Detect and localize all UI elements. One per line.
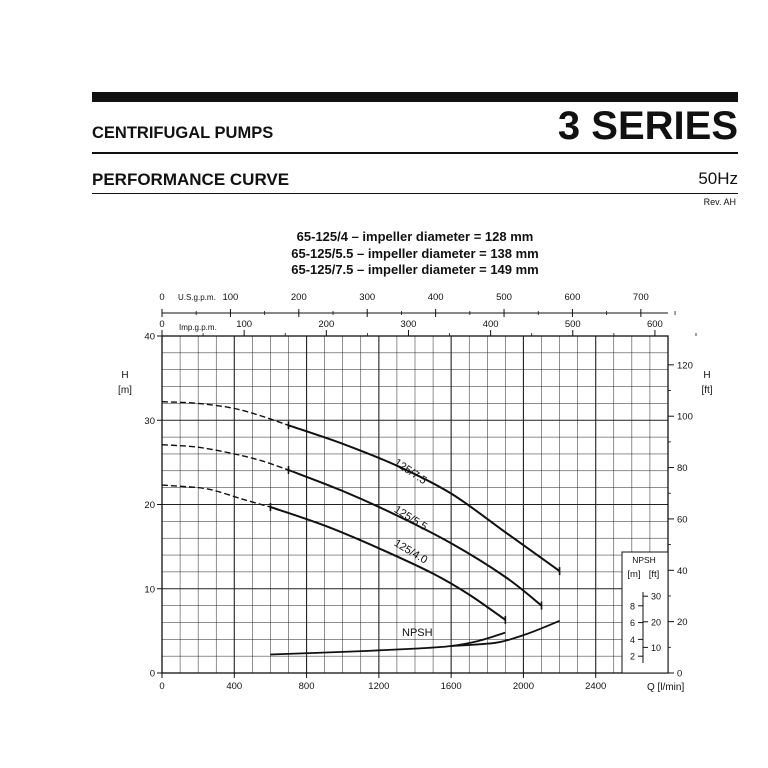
top-axis-label-usgpm: U.S.g.p.m. (178, 293, 216, 302)
x-tick-label: 2400 (585, 681, 607, 692)
x-tick-label: 400 (226, 681, 243, 692)
y-axis-unit: [m] (118, 385, 132, 396)
series-curve-dashed (162, 402, 289, 426)
npsh-ft-tick-label: 20 (651, 617, 662, 628)
x-tick-label: 2000 (512, 681, 534, 692)
top-axis-impgpm-tick-label: 500 (564, 319, 581, 330)
npsh-axis-unit-ft: [ft] (648, 569, 660, 580)
series-curve (270, 507, 505, 620)
series-title: 3 SERIES (557, 104, 738, 148)
npsh-m-tick-label: 4 (629, 634, 635, 645)
y-right-tick-label: 120 (677, 360, 693, 372)
chart-grid (162, 336, 668, 673)
y-axis-label: H (121, 370, 129, 381)
category-title: CENTRIFUGAL PUMPS (92, 124, 274, 142)
series-label: 125/7.5 (391, 456, 429, 488)
top-axis-impgpm-tick-label: 200 (318, 319, 335, 330)
npsh-ft-tick-label: 10 (651, 642, 662, 653)
npsh-axis-unit-m: [m] (627, 569, 641, 580)
top-axis-impgpm-tick-label: 100 (236, 319, 253, 330)
section-title: PERFORMANCE CURVE (92, 170, 290, 189)
y-tick-label: 40 (144, 331, 155, 343)
chart-title-line: 65-125/7.5 – impeller diameter = 149 mm (291, 262, 539, 277)
chart-title-line: 65-125/4 – impeller diameter = 128 mm (296, 229, 534, 244)
y-right-axis-label: H (703, 370, 711, 381)
npsh-m-tick-label: 2 (629, 651, 635, 662)
npsh-m-tick-label: 8 (629, 601, 635, 612)
top-axis-impgpm-tick-label: 300 (400, 319, 417, 330)
top-axis-usgpm-tick-label: 400 (427, 292, 444, 303)
x-tick-label: 800 (298, 681, 315, 692)
top-axis-usgpm-tick-label: 600 (564, 292, 581, 303)
y-tick-label: 10 (144, 584, 155, 596)
top-axis-impgpm-tick-label: 600 (646, 319, 663, 330)
frequency-label: 50Hz (698, 169, 738, 188)
y-tick-label: 0 (149, 668, 155, 680)
revision-label: Rev. AH (703, 197, 736, 207)
top-axis-label-impgpm: Imp.g.p.m. (179, 323, 217, 332)
npsh-ft-tick-label: 30 (651, 591, 662, 602)
npsh-axis-title: NPSH (632, 555, 656, 565)
y-right-tick-label: 40 (677, 565, 688, 577)
y-tick-label: 30 (144, 415, 155, 427)
top-axis-usgpm-tick-label: 200 (290, 292, 307, 303)
series-curve (289, 425, 560, 571)
series-label: 125/5.5 (391, 503, 430, 534)
top-axis-usgpm-tick-label: 700 (632, 292, 649, 303)
y-tick-label: 20 (144, 500, 155, 511)
top-axis-usgpm-tick-label: 300 (359, 292, 376, 303)
top-axis-usgpm-tick-label: 500 (496, 292, 512, 303)
top-axis-usgpm-tick-label: 100 (222, 292, 239, 303)
top-axis-impgpm-tick-label: 0 (159, 319, 165, 330)
npsh-curve-label: NPSH (402, 627, 433, 639)
y-right-tick-label: 0 (677, 668, 683, 680)
top-axis-impgpm-tick-label: 400 (482, 319, 499, 330)
npsh-m-tick-label: 6 (629, 618, 635, 629)
chart-title-line: 65-125/5.5 – impeller diameter = 138 mm (291, 245, 539, 261)
x-tick-label: 1600 (440, 681, 462, 692)
x-tick-label: 1200 (368, 681, 390, 692)
x-axis-label: Q [l/min] (647, 682, 685, 693)
npsh-curve (270, 633, 505, 655)
y-right-tick-label: 20 (677, 617, 688, 629)
series-label: 125/4.0 (391, 537, 430, 567)
top-axis-usgpm-tick-label: 0 (159, 292, 165, 303)
y-right-tick-label: 80 (677, 463, 688, 475)
series-curve-dashed (162, 445, 289, 470)
y-right-tick-label: 60 (677, 514, 688, 526)
x-tick-label: 0 (159, 681, 165, 692)
y-right-tick-label: 100 (677, 411, 693, 423)
y-right-axis-unit: [ft] (701, 385, 713, 396)
